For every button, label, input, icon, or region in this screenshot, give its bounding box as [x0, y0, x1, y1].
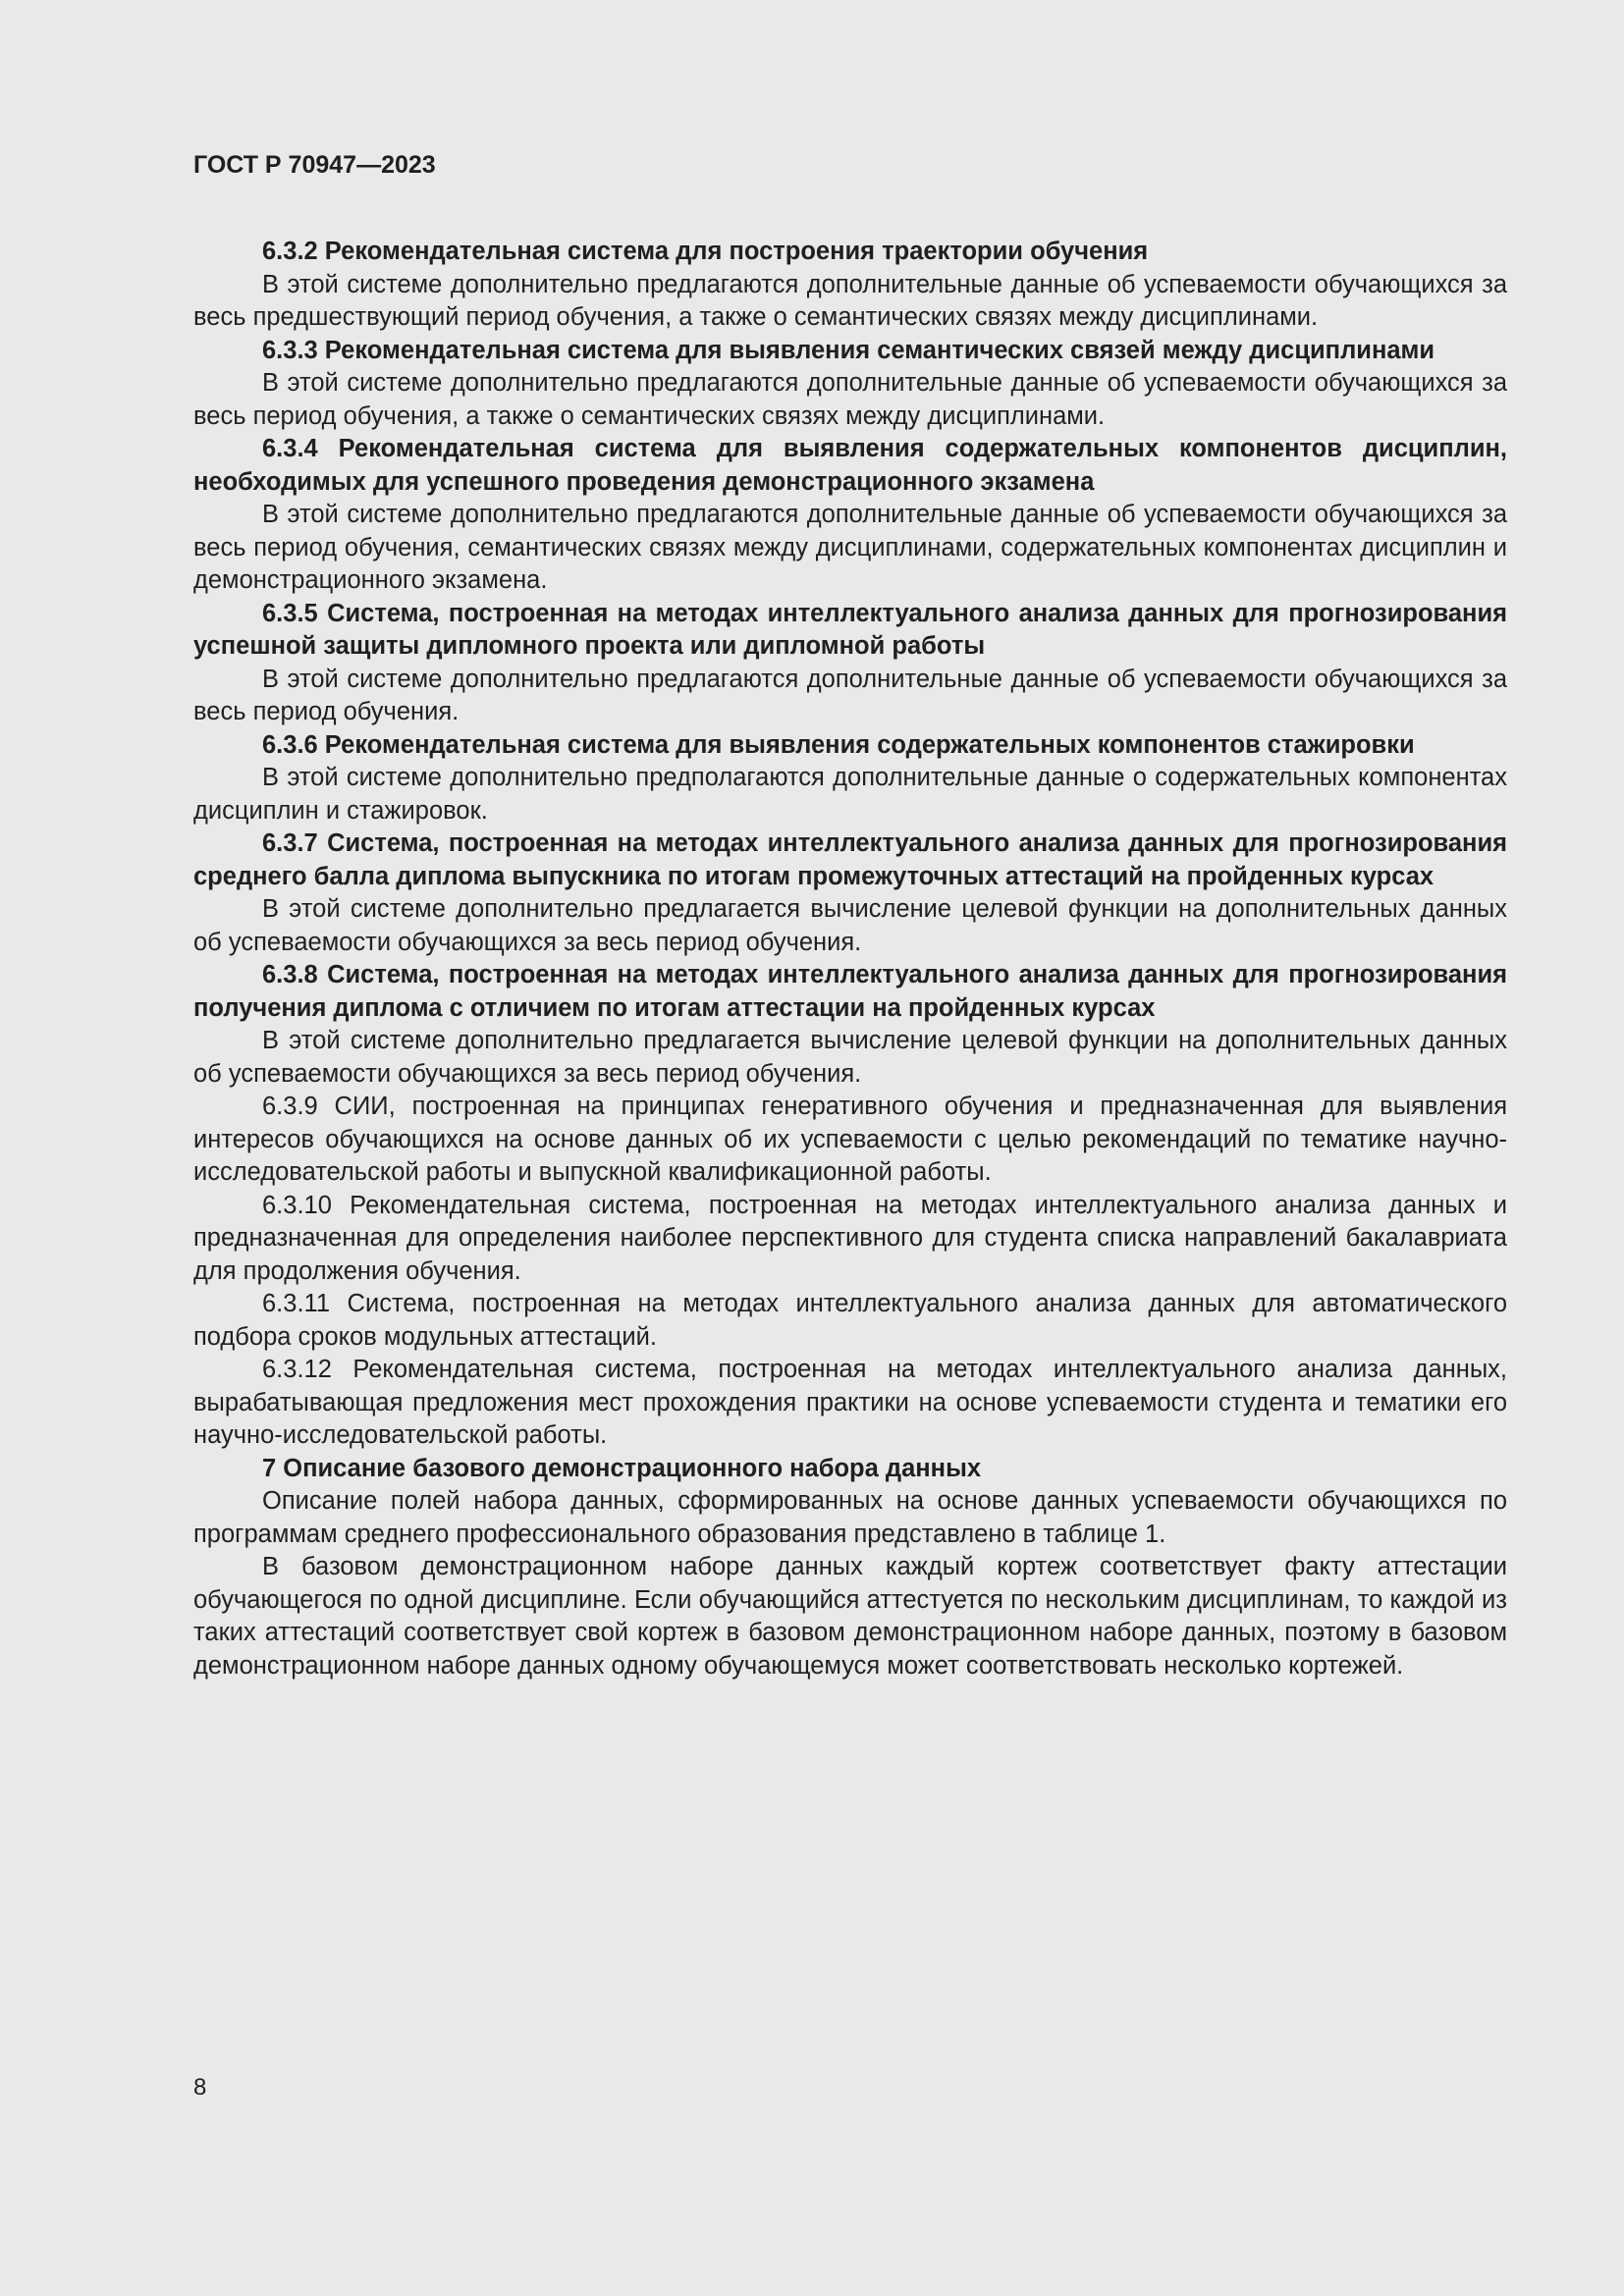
heading-6-3-3: 6.3.3 Рекомендательная система для выявления семантических связей между дисциплинами — [262, 336, 1435, 364]
heading-6-3-6: 6.3.6 Рекомендательная система для выявления содержательных компонентов стажировки — [262, 730, 1415, 759]
paragraph-6-3-2: В этой системе дополнительно предлагаются дополнительные данные об успеваемости обучающихся за весь предшествующий период обучения, а также о семантических связях между дисциплинами. — [193, 270, 1507, 331]
heading-6-3-5: 6.3.5 Система, построенная на методах интеллектуального анализа данных для прогнозирования успешной защиты дипломного проекта или дипломной работы — [193, 599, 1507, 660]
document-body — [193, 236, 1507, 1682]
paragraph-6-3-9: 6.3.9 СИИ, построенная на принципах генеративного обучения и предназначенная для выявления интересов обучающихся на основе данных об их успеваемости с целью рекомендаций по тематике научно-исследовательской работы и выпускной квалификационной работы. — [193, 1093, 1507, 1186]
paragraph-6-3-10: 6.3.10 Рекомендательная система, построенная на методах интеллектуального анализа данных и предназначенная для определения наиболее перспективного для студента списка направлений бакалавриата для продолжения обучения. — [193, 1191, 1507, 1285]
paragraph-6-3-7: В этой системе дополнительно предлагается вычисление целевой функции на дополнительных данных об успеваемости обучающихся за весь период обучения. — [193, 895, 1507, 956]
heading-6-3-8: 6.3.8 Система, построенная на методах интеллектуального анализа данных для прогнозирования получения диплома с отличием по итогам аттестации на пройденных курсах — [193, 961, 1507, 1022]
section-7-paragraph: Описание полей набора данных, сформированных на основе данных успеваемости обучающихся по программам среднего профессионального образования представлено в таблице 1. — [193, 1487, 1507, 1548]
paragraph-6-3-4: В этой системе дополнительно предлагаются дополнительные данные об успеваемости обучающихся за весь период обучения, семантических связях между дисциплинами, содержательных компонентах дисциплин и демонстрационного экзамена. — [193, 501, 1507, 594]
paragraph-6-3-5: В этой системе дополнительно предлагаются дополнительные данные об успеваемости обучающихся за весь период обучения. — [193, 665, 1507, 725]
section-7-title: 7 Описание базового демонстрационного набора данных — [262, 1454, 982, 1482]
page-number: 8 — [193, 2074, 207, 2101]
heading-6-3-4: 6.3.4 Рекомендательная система для выявления содержательных компонентов дисциплин, необходимых для успешного проведения демонстрационного экзамена — [193, 435, 1507, 496]
paragraph-6-3-8: В этой системе дополнительно предлагается вычисление целевой функции на дополнительных данных об успеваемости обучающихся за весь период обучения. — [193, 1027, 1507, 1088]
section-7-paragraph: В базовом демонстрационном наборе данных каждый кортеж соответствует факту аттестации обучающегося по одной дисциплине. Если обучающийся аттестуется по нескольким дисциплинам, то каждой из таких аттестаций соответствует свой кортеж в базовом демонстрационном наборе данных, поэтому в базовом демонстрационном наборе данных одному обучающемуся может соответствовать несколько кортежей. — [193, 1553, 1507, 1680]
paragraph-6-3-11: 6.3.11 Система, построенная на методах интеллектуального анализа данных для автоматического подбора сроков модульных аттестаций. — [193, 1290, 1507, 1351]
heading-6-3-2: 6.3.2 Рекомендательная система для построения траектории обучения — [262, 238, 1149, 265]
document-page — [193, 147, 1507, 1682]
paragraph-6-3-6: В этой системе дополнительно предполагаются дополнительные данные о содержательных компонентах дисциплин и стажировок. — [193, 764, 1507, 825]
document-header: ГОСТ Р 70947—2023 — [193, 151, 436, 179]
paragraph-6-3-3: В этой системе дополнительно предлагаются дополнительные данные об успеваемости обучающихся за весь период обучения, а также о семантических связях между дисциплинами. — [193, 369, 1507, 430]
heading-6-3-7: 6.3.7 Система, построенная на методах интеллектуального анализа данных для прогнозирования среднего балла диплома выпускника по итогам промежуточных аттестаций на пройденных курсах — [193, 829, 1507, 890]
paragraph-6-3-12: 6.3.12 Рекомендательная система, построенная на методах интеллектуального анализа данных, вырабатывающая предложения мест прохождения практики на основе успеваемости студента и тематики его научно-исследовательской работы. — [193, 1356, 1507, 1449]
